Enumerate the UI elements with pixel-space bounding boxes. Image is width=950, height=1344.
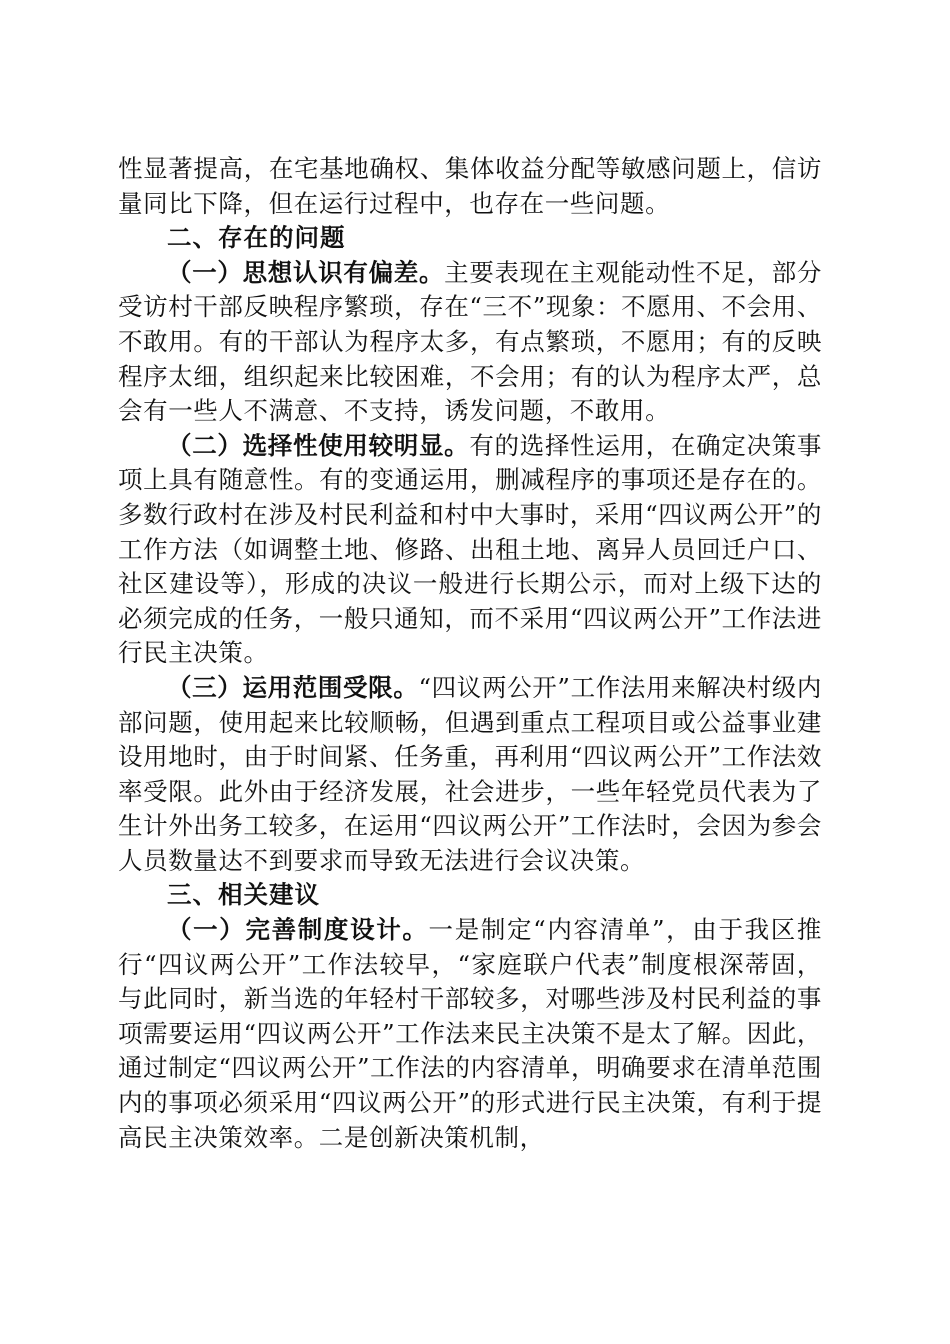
- paragraph-text: “四议两公开”工作法用来解决村级内部问题，使用起来比较顺畅，但遇到重点工程项目或公益事业建设用地时，由于时间紧、任务重，再利用“四议两公开”工作法效率受限。此外由于经济发展，社会进步，一些年轻党员代表为了生计外出务工较多，在运用“四议两公开”工作法时，会因为参会人员数量达不到要求而导致无法进行会议决策。: [118, 672, 823, 875]
- document-page: [118, 152, 822, 1155]
- paragraph-text: 主要表现在主观能动性不足，部分受访村干部反映程序繁琐，存在“三不”现象：不愿用、不会用、不敢用。有的干部认为程序太多，有点繁琐，不愿用；有的反映程序太细，组织起来比较困难，不会用；有的认为程序太严，总会有一些人不满意、不支持，诱发问题，不敢用。: [118, 257, 822, 426]
- paragraph-lead: （一）完善制度设计。: [167, 915, 429, 945]
- paragraph-problem-3: [118, 671, 822, 879]
- section-heading-suggestions: 三、相关建议: [167, 880, 320, 910]
- paragraph-text: 有的选择性运用，在确定决策事项上具有随意性。有的变通运用，删减程序的事项还是存在的。多数行政村在涉及村民利益和村中大事时，采用“四议两公开”的工作方法（如调整土地、修路、出租土地、离异人员回迁户口、社区建设等），形成的决议一般进行长期公示，而对上级下达的必须完成的任务，一般只通知，而不采用“四议两公开”工作法进行民主决策。: [118, 430, 823, 668]
- paragraph-lead: （三）运用范围受限。: [167, 672, 419, 702]
- section-heading-problems: 二、存在的问题: [167, 223, 346, 253]
- paragraph-suggestion-1: [118, 913, 822, 1155]
- paragraph-continued: [118, 152, 822, 221]
- paragraph-lead: （一）思想认识有偏差。: [167, 257, 445, 287]
- paragraph-text: 一是制定“内容清单”，由于我区推行“四议两公开”工作法较早，“家庭联户代表”制度根深蒂固，与此同时，新当选的年轻村干部较多，对哪些涉及村民利益的事项需要运用“四议两公开”工作法来民主决策不是太了解。因此，通过制定“四议两公开”工作法的内容清单，明确要求在清单范围内的事项必须采用“四议两公开”的形式进行民主决策，有利于提高民主决策效率。二是创新决策机制，: [118, 915, 823, 1152]
- paragraph-lead: （二）选择性使用较明显。: [167, 430, 470, 460]
- paragraph-problem-1: [118, 256, 822, 429]
- paragraph-problem-2: [118, 429, 822, 671]
- paragraph-text: 性显著提高，在宅基地确权、集体收益分配等敏感问题上，信访量同比下降，但在运行过程中，也存在一些问题。: [118, 154, 822, 218]
